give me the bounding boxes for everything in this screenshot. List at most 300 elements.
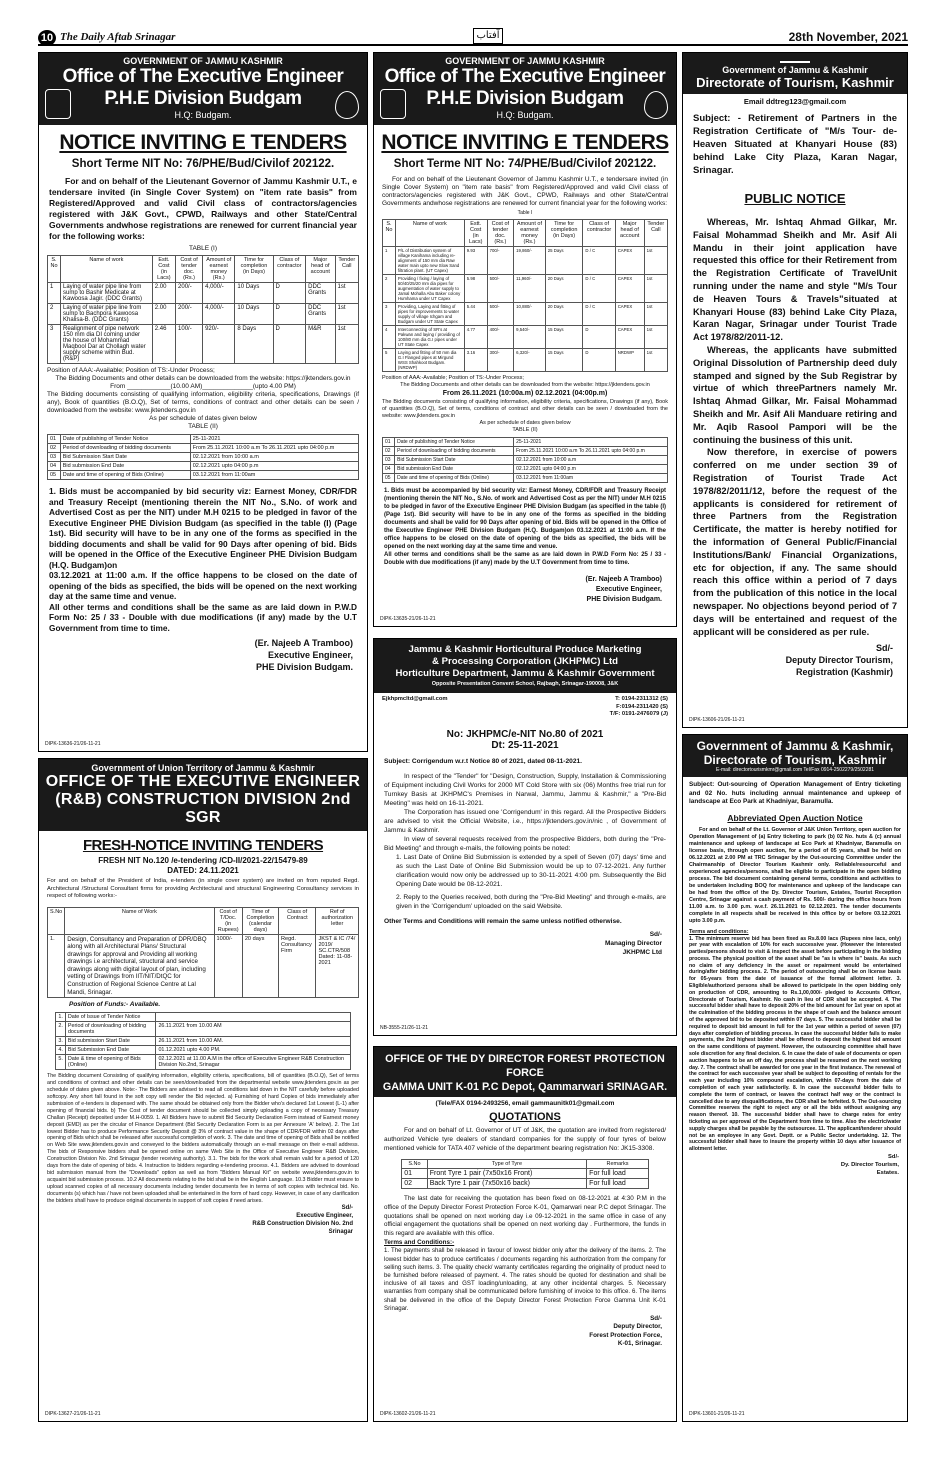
point-2: 2. Reply to the Queries received, both during the "Pre-Bid Meeting" and through e-mails, are given in the 'Corrigendum' uploaded on the said Website.: [396, 894, 666, 910]
table-cell: Date of Issue of Tender Notice: [65, 1013, 156, 1022]
table-cell: 26.11.2021 from 10.00 AM: [156, 1022, 350, 1037]
table-row: [383, 438, 668, 447]
table-cell: NRDWP: [615, 349, 644, 372]
notice-title: NOTICE INVITING E TENDERS: [381, 131, 669, 154]
table-cell: D: [273, 304, 306, 325]
funds-position: Position of Funds:- Available.: [69, 1001, 161, 1009]
cost-cell: 1000/-: [214, 934, 242, 998]
auth-cell: JKST & IC /74/ 2019/ SC.CTR/508 Dated: 11-08-2021: [316, 934, 359, 998]
fax-line: F:0194-2311420 (S): [616, 703, 668, 710]
table-cell: Bid Submission Start Date: [395, 456, 514, 465]
table-cell: 03: [383, 456, 395, 465]
column-header: S.No: [402, 1160, 428, 1169]
column-header: Cost of T/Doc. (in Rupees): [214, 907, 242, 934]
tyre-table: [401, 1159, 649, 1189]
ad-banner: [374, 53, 676, 125]
office-title: Office of The Executive Engineer: [384, 66, 666, 87]
table-cell: Period of downloading of bidding documents: [395, 447, 514, 456]
table-row: [383, 275, 668, 303]
signatory-office: Forest Protection Force,: [589, 1331, 662, 1339]
table-cell: 5.98: [464, 275, 487, 303]
clause-bid-security: 1. Bids must be accompanied by bid security viz: Earnest Money, CDR/FDR and Treasury Receipt (mentioning therein the NIT No., S.No. of work and Advertised Cost as per the NIT) under M.H 0215 to be pledged in favor of the Executive Engineer PHE Division Budgam (as specified in the table (I) (Page 1st). Bid security will have to be in any one of the forms as specified in the bidding documents and shall be valid for 90 Days after opening of bid. Bids will be opened in the Office of the Executive Engineer PHE Division Budgam (H.Q. Budgam)on 03.12.2021 at 11:00 a.m. If the office happens to be closed on the date of opening of the bids as specified, the bids will be opened on the next working day at the same time and venue.: [384, 488, 666, 550]
dipk-ref: DIPK-13636-21/26-11-21: [45, 741, 101, 747]
signatory-city: Srinagar: [328, 1229, 353, 1236]
schedule-table-title: TABLE (II): [188, 423, 218, 430]
masthead-logo: آفتاب: [473, 28, 503, 44]
schedule-table: [55, 1012, 350, 1070]
table-cell: Providing, Laying and fitting of pipes for improvements to water supply of village Ichgam and Budgam under UT State Capex: [395, 303, 464, 326]
subject-line: Subject: - Retirement of Partners in the Registration Certificate of "M/s Tour- de-Heaven Situated at Khanyari House (83) behind Lake City Plaza, Karan Nagar, Srinagar.: [693, 113, 897, 176]
table-cell: D / C: [583, 247, 615, 275]
issue-date: 28th November, 2021: [788, 30, 908, 44]
column-header: Class of Contract: [279, 907, 316, 934]
table-cell: 500/-: [487, 303, 514, 326]
sd-mark: Sd/-: [876, 643, 893, 654]
column-header: Time for completion (in Days): [235, 256, 273, 283]
sd-mark: Sd/-: [888, 1154, 899, 1160]
nit-date: Dt: 25-11-2021: [491, 740, 559, 751]
table-cell: 1st: [644, 247, 667, 275]
office-title: OFFICE OF THE EXECUTIVE ENGINEER: [45, 773, 361, 790]
govt-line: GOVERNMENT OF JAMMU KASHMIR: [123, 56, 283, 66]
signatory-office: PHE Division Budgam.: [586, 596, 662, 603]
table-cell: 1: [383, 247, 396, 275]
point-1: 1. Last Date of Online Bid Submission is extended by a spell of Seven (07) days' time and as such the Last Date of Online Bid Submission would be up to 07-12-2021. Any further clarification would now only be addressed up to 30-11-2021 4:00 pm. Subsequently the Bid Opening Date would be 08-12-2021.: [396, 854, 666, 888]
table-row: [56, 1013, 350, 1022]
conditions-list: 1. The payments shall be released in favour of lowest bidder only after the delivery of the items. 2. The lowest bidder has to produce certificates / documents regarding his authorization from the company for selling such items. 3. The quality check/ warranty certificates regarding the originality of product need to be furnished before released of payment. 4. The rates should be quoted for destination and shall be inclusive of all taxes and GST loading/unloading, at any other incidental charges. 5. Necessary warranties from company shall be communicated before furnishing of invoice to this office. 6. The items shall be delivered in the office of the Deputy Director Forest Protection Force Gamma Unit K-01 Srinagar.: [384, 1247, 666, 1312]
table-cell: 2: [383, 275, 396, 303]
paragraph-2: Whereas, the applicants have submitted Original Dissolution of Partnership deed duly stamped and signed by the Sub Registrar by virtue of which threePartners namely Mr. Ishtaq Ahmad Gilkar, Mr. Faisal Mohammad Sheikh and Mr. Asif Ali Manduare retiring and Mr. Aqib Rasool Pampori will be the continuing the business of this unit.: [693, 344, 897, 445]
table-cell: Front Tyre 1 pair (7x50x16 Front): [427, 1169, 586, 1179]
page-number: 10: [38, 30, 56, 46]
ad-jkhpmc-corrigendum: [373, 638, 677, 1036]
column-header: Estt. Cost (in Lacs): [464, 220, 487, 247]
bid-docs-line: The Bidding Documents and other details can be downloaded from the website: https://jktenders.gov.in: [55, 375, 351, 382]
unit-title: GAMMA UNIT K-01 P.C Depot, Qammarwari SRINAGAR.: [382, 1081, 668, 1093]
intro-paragraph: For and on behalf of the Lieutenant Governor of Jammu Kashmir U.T., e tendersare invited (in Single Cover System) on "item rate basis" from Registered/Approved and valid Civil class of contractors/agencies registered with J&K Govt., CPWD, Railways and other State/Central Governments andwhose registrations are renewed for current financial year for the following works:: [382, 176, 668, 207]
from-to-line: From 26.11.2021 (10:00a.m) 02.12.2021 (04:00p.m): [442, 390, 608, 397]
table-cell: DDC Grants: [306, 304, 335, 325]
table-cell: 3: [383, 303, 396, 326]
email-line: Ejkhpmcltd@gmail.com: [382, 696, 448, 702]
ad-forest-protection-quotations: [373, 1046, 677, 1422]
table-cell: 02.12.2021 at 11.00 A.M in the office of Executive Engineer R&B Construction Division No.2nd, Srinagar: [156, 1055, 350, 1070]
govt-emblem-icon: [380, 89, 406, 119]
table-cell: 04: [383, 465, 395, 474]
column-header: Type of Tyre: [427, 1160, 586, 1169]
table-cell: 9,540/-: [514, 326, 546, 349]
signatory-title: Deputy Director,: [613, 1323, 662, 1331]
table-cell: Bid Submission Start Date: [60, 453, 190, 462]
conditions-list: 1. The minimum reserve bid has been fixed as Rs.8.00 lacs (Rupees nine lacs, only) per year with escalation of 10% for each successive year. (However the interested parties/persons should to visit & inspect the asset before participating in the bidding process. The physical position of the asset shall be "as is where is" basis. As such no claim of any deficiency in the asset or repairment would be entertained during/after bidding process. 2. The period of outsourcing shall be on license basis for 05-years from the date of issuance of the formal allotment letter. 3. Eligible/authorized persons shall be allowed to participate in the open bidding only on production of CDR, amounting to Rs.1,00,000/- pledged to Accounts Officer, Directorate of Tourism, Kashmir. No cash in lieu of CDR shall be accepted. 4. The successful bidder shall have to deposit 20% of the bid amount for 1st year on spot at the culmination of the bidding process in the shape of cash and the balance amount of the approved bid to be deposited within 07 days. 5. The successful bidder shall be required to deposit bid amount in full for the 1st year within a period of seven (07) days after completion of bidding process. In case the successful bidder fails to make payments, the 2nd highest bidder shall be offered to deposit the highest bid amount on the same conditions of payment. However, the outsourcing committee shall have sole discretion for any final decision. 6. In case the date of sale of documents or open auction happens to be an off day, the process shall be resumed on the next working day. 7. The contract shall be awarded for one year in the first instance. The renewal of the contract for each successive year shall be subject to depositing of rentals for the each year including 10% compound escalation, within 07-days from the date of completion of each year satisfactorily. 8. In case the successful bidder fails to complete the term of contract, or leaves the contract half way or the contract is cancelled due to any disqualifications, the CDR shall be forfeited. 9. The Out-sourcing Committee reserves the right to reject any or all the bids without assigning any reason thereof. 10. The successful bidder shall have to charge rates for entry ticketing as per approval of the Department from time to time. Also the electric/water supply charges shall be payable by the outsourcee. 11. The applicant/tenderer should not be an employee in any Govt. Deptt. or a Public Sector undertaking. 12. The successful bidder shall have to insure the property within 10 days after issuance of allotment letter.: [689, 935, 901, 1153]
table-cell: 01: [383, 438, 395, 447]
table-cell: 1st: [644, 303, 667, 326]
table-cell: 02: [402, 1179, 428, 1189]
nit-number: Short Terme NIT No: 74/PHE/Bud/Civilof 202122.: [393, 158, 657, 170]
table-cell: 02.12.2021 from 10:00 a.m: [514, 456, 668, 465]
table-cell: 4.: [56, 1046, 66, 1055]
table-cell: 3.: [56, 1037, 66, 1046]
table-cell: Date of publishing of Tender Notice: [60, 435, 190, 444]
contact-line: (Tele/FAX 0194-2493256, email gammaunitk01@gmail.com: [435, 1100, 615, 1107]
table-cell: 4,000/-: [203, 283, 235, 304]
notice-title: Abbreviated Open Auction Notice: [727, 812, 863, 823]
column-header: Time for completion (in Days): [545, 220, 583, 247]
org-line-3: Horticulture Department, Jammu & Kashmir Government: [395, 668, 655, 679]
table-row: [383, 456, 668, 465]
dipk-ref: DIPK-13635-21/26-11-21: [380, 616, 436, 622]
ad-tourism-public-notice: [682, 52, 908, 728]
address-line: Opposite Presentation Convent School, Rajbagh, Srinagar-190008, J&K: [431, 681, 619, 687]
table-cell: For full load: [587, 1179, 649, 1189]
org-line-2: & Processing Corporation (JKHPMC) Ltd: [431, 656, 619, 667]
table-cell: Date and time of opening of Bids (Online): [60, 471, 190, 480]
table-cell: D: [273, 283, 306, 304]
table-row: [56, 1022, 350, 1037]
table-cell: DDC Grants: [306, 283, 335, 304]
auction-paragraph: For and on behalf of the Lt. Governor of J&K Union Territory, open auction for Operation Management of (a) Entry ticketing to park (b) 02 No. huts & (c) annual maintenance and upkeep of landscape at Eco Park at Khadniyar, Baramulla on license basis, through open auction, for a period of 05 years, shall be held on 06.12.2021 at 2.00 PM at TRC Srinagar by the Out-sourcing Committee under the Chairmanship of Director Tourism Kashmir only. Reliable/resourceful and experienced agencies/persons, shall be eligible to participate in the open bidding process. The bid document containing general terms, conditions and activities to be undertaken including BOQ for maintenance and upkeep of the landscape can be had from the office of the Dy. Director Tourism, Estates, Tourist Reception Centre, Srinagar against a cash payment of Rs. 500/- during the office hours from 11.00 a.m. to 3.00 p.m. w.e.f. 26.11.2021 to 02.12.2021. The tender documents complete in all respects shall be received in this office by or before 03.12.2021 upto 3.00 p.m.: [689, 826, 901, 924]
nit-date: DATED: 24.11.2021: [167, 866, 239, 875]
table-cell: 15 Days: [545, 349, 583, 372]
table-cell: 19,860/-: [514, 247, 546, 275]
table-cell: 1st: [335, 283, 359, 304]
schedule-table: [382, 437, 668, 483]
table-cell: 4,000/-: [203, 304, 235, 325]
signatory-title: Executive Engineer,: [267, 650, 353, 660]
column-header: Amount of earnest money (Rs.): [514, 220, 546, 247]
table-cell: 10 Days: [235, 283, 273, 304]
table-cell: 01: [402, 1169, 428, 1179]
dipk-ref: DIPK-13627-21/26-11-21: [45, 1411, 101, 1417]
table-cell: 4: [383, 326, 396, 349]
table-cell: Bid submission End Date: [395, 465, 514, 474]
table-cell: 920/-: [203, 325, 235, 364]
works-table: [382, 219, 668, 372]
table-cell: 03.12.2021 from 11:00am: [190, 471, 358, 480]
intro-paragraph: For and on behalf of the Lieutenant Governor of Jammu Kashmir U.T., e tendersare invited (in Single Cover System) on "item rate basis" from Registered/Approved and valid Civil class of contractors/agencies registered with J&K Govt., CPWD, Railways and other State/Central Governments andwhose registrations are renewed for current financial year for the following works:: [49, 176, 357, 241]
table-header-row: [48, 256, 359, 283]
table-cell: CAPEX: [615, 247, 644, 275]
signatory-city: K-01, Srinagar.: [617, 1340, 662, 1348]
from-to-line: From ____________(10.00 AM)______________(upto 4.00 PM): [110, 383, 296, 390]
table-cell: 05: [48, 471, 61, 480]
signatory-office: Estates.: [876, 1170, 899, 1176]
table-row: [383, 326, 668, 349]
class-cell: Regd. Consultancy Firm: [279, 934, 316, 998]
contact-block: [374, 693, 676, 725]
table-cell: 200/-: [176, 304, 203, 325]
table-cell: 200/-: [176, 283, 203, 304]
fax-line-2: T/F: 0191-2476079 (J): [609, 711, 668, 717]
table-cell: 25 Days: [545, 247, 583, 275]
table-cell: Date and time of opening of Bids (Online): [395, 474, 514, 483]
notice-title: FRESH-NOTICE INVITING TENDERS: [82, 837, 324, 854]
column-header: Name of Work: [65, 907, 214, 934]
table-cell: 02.12.2021 upto 04:00 p.m: [190, 462, 358, 471]
column-header: Time of Completion (calendar days): [242, 907, 278, 934]
table-row: [383, 247, 668, 275]
ad-banner: [374, 1047, 676, 1097]
ad-banner: [683, 53, 907, 94]
table-cell: 03: [48, 453, 61, 462]
division-title: (R&B) CONSTRUCTION DIVISION 2nd SGR: [55, 791, 351, 826]
water-drop-icon: [644, 91, 668, 119]
column-header: Class of contractor: [273, 256, 306, 283]
org-line-1: Jammu & Kashmir Horticultural Produce Marketing: [408, 644, 642, 655]
signatory-title: Deputy Director Tourism,: [785, 655, 893, 666]
ad-tourism-auction: [682, 734, 908, 1422]
dipk-ref: DIPK-13606-21/26-11-21: [689, 717, 745, 723]
signatory-title: Executive Engineer,: [296, 1213, 353, 1220]
table-cell: Bid Submission End Date: [65, 1046, 156, 1055]
contact-line: E-mail: directortourismkmr@gmail.com Tel/Fax 0914-2502279/2502281: [715, 767, 875, 773]
table-row: [48, 471, 359, 480]
bid-docs-line: The Bidding Documents and other details can be downloaded from the website: https://jktenders.gov.in: [400, 382, 650, 388]
table-cell: CAPEX: [615, 326, 644, 349]
table-header-row: [402, 1160, 649, 1169]
table-cell: 1st: [644, 275, 667, 303]
column-header: Ref of authorization letter: [316, 907, 359, 934]
table-cell: 25-11-2021: [190, 435, 358, 444]
funds-position: Position of AAA:-Available; Position of TS:-Under Process;: [47, 367, 215, 374]
column-header: Major head of account: [615, 220, 644, 247]
clause-terms: All other terms and conditions shall be the same as are laid down in P.W.D Form No: 25 / 33 - Double with due modifications (if any) made by the U.T Government from time to time.: [384, 552, 666, 566]
table-cell: CAPEX: [615, 275, 644, 303]
table-cell: 5: [383, 349, 396, 372]
table-cell: 8 Days: [235, 325, 273, 364]
table-row: [48, 304, 359, 325]
work-description: Design, Consultancy and Preparation of DPR/DBQ along with all Architectural Plans/ Structural drawings for approval and Providing all working drawings i.e architectural, structural and service drawings along with digital layout of plan, including vetting of Drawings from IIT/NIT/DtQC for Construction of Regional Science Centre at Lal Mandi, Srinagar.: [65, 934, 214, 998]
intro-paragraph: For and on behalf of Lt. Governor of UT of J&K, the quotation are invited from registered/ authorized Vehicle tyre dealers of standard companies for the supply of four tyres of below mentioned vehicle for TATA 407 vehicle of the department bearing registration No: JK15-3308.: [384, 1127, 666, 1152]
bidding-docs-note: The Bidding documents consisting of qualifying information, eligibility criteria, specifications, Drawings (if any), Book of quantities (B.O.Q), Set of terms, conditions of contract and other details can be seen / downloaded from the website: www.jktenders.gov.in: [47, 391, 359, 414]
table-cell: D: [583, 326, 615, 349]
table-cell: [156, 1013, 350, 1022]
table-cell: 15 Days: [545, 326, 583, 349]
table-cell: D: [273, 325, 306, 364]
funds-position: Position of AAA:-Available; Position of TS:-Under Process;: [382, 375, 524, 381]
water-drop-icon: [335, 91, 359, 119]
table-cell: 01: [48, 435, 61, 444]
table-cell: 02: [48, 444, 61, 453]
table-cell: 1st: [335, 325, 359, 364]
table-row: [48, 283, 359, 304]
notice-title: NOTICE INVITING E TENDERS: [59, 131, 347, 154]
dipk-ref: DIPK-13601-21/26-11-21: [689, 1411, 745, 1417]
table-cell: 02.12.2021 from 10:00 a.m: [190, 453, 358, 462]
intro-paragraph: For and on behalf of the President of India, e-tenders (in single cover system) are invited on from reputed Regd. Architectural /Structural Consultant firms for providing Architectural and structural Engineering Consultancy services in respect of following works:-: [47, 878, 359, 899]
table-row: [48, 325, 359, 364]
table-cell: M&R: [306, 325, 335, 364]
table-cell: 03.12.2021 from 11:00am: [514, 474, 668, 483]
column-header: Name of work: [395, 220, 464, 247]
table-cell: From 25.11.2021 10:00 a.m To 26.11.2021 upto 04:00 p.m: [514, 447, 668, 456]
signatory-title: Executive Engineer,: [595, 586, 662, 593]
signatory-office: PHE Division Budgam.: [255, 662, 353, 672]
ad-banner: [683, 735, 907, 777]
table-cell: 1: [48, 283, 61, 304]
schedule-table: [47, 434, 359, 480]
division-title: P.H.E Division Budgam: [426, 88, 624, 109]
table-title: TABLE (I): [188, 245, 218, 252]
table-row: [383, 303, 668, 326]
paragraph-1: Whereas, Mr. Ishtaq Ahmad Gilkar, Mr. Faisal Mohammad Sheikh and Mr. Asif Ali Mandu in their joint application have requested this office for their Retirement from the Registration Certificate of TravelUnit running under the name and style "M/s Tour de Heaven Tours & Travels"situated at Khanyari House (83) behind Lake City Plaza, Karan Nagar, Srinagar under Tourist Trade Act 1978/82/2011-12.: [693, 217, 897, 343]
column-header: S. No: [48, 256, 61, 283]
table-cell: 5.44: [464, 303, 487, 326]
column-header: Class of contractor: [583, 220, 615, 247]
table-cell: 11,960/-: [514, 275, 546, 303]
table-row: [48, 453, 359, 462]
paragraph-3: Now therefore, in exercise of powers conferred on me under section 39 of Registration of Tourist Trade Act 1978/82/2011/12, before the request of the applicants is considered for retirement of three Partners from the Registration Certificate, the matter is hereby notified for the information of General Public/Financial Institutions/Bank/ Financial Organizations, etc for objection, if any. The same should reach this office within a period of 7 days from the publication of this notice in the local newspaper. No objections beyond period of 7 days will be entertained and request of the applicant will be considered as per rule.: [693, 447, 897, 637]
column-header: Tender Call: [644, 220, 667, 247]
signatory-office: R&B Construction Division No. 2nd: [252, 1221, 353, 1228]
govt-line: Government of Union Territory of Jammu & Kashmir: [91, 763, 315, 773]
table-cell: 05: [383, 474, 395, 483]
department-title: Directorate of Tourism, Kashmir: [703, 753, 887, 767]
works-table: [47, 255, 359, 364]
table-row: [383, 447, 668, 456]
schedule-title: As per schedule of dates given below: [479, 420, 571, 426]
table-cell: 300/-: [487, 349, 514, 372]
table-row: [402, 1179, 649, 1189]
paragraph-3: In view of several requests received from the prospective Bidders, both during the "Pre-Bid Meeting" and through e-mails, the following points be noted:: [384, 836, 666, 852]
table-cell: 02.12.2021 upto 04:00 p.m: [514, 465, 668, 474]
division-title: P.H.E Division Budgam: [104, 88, 302, 109]
table-cell: Interconnecting of SR's at Pakwan and laying / providing of 100/80 mm dia G.I pipes under UT State Capex: [395, 326, 464, 349]
dipk-ref: NB-3555-21/26-11-21: [380, 1025, 428, 1031]
clause-opening: 03.12.2021 at 11:00 a.m. If the office happens to be closed on the date of opening of the bids as specified, the bids will be opened on the next working day at the same time and venue.: [49, 570, 357, 601]
table-cell: 2.00: [152, 304, 175, 325]
quotations-heading: QUOTATIONS: [489, 1111, 561, 1123]
office-title: OFFICE OF THE DY DIRECTOR FOREST PROTECTION FORCE: [385, 1053, 665, 1079]
table-cell: 3: [48, 325, 61, 364]
table-cell: D / C: [583, 303, 615, 326]
table-row: [56, 1055, 350, 1070]
ad-phe-nit-74: [373, 52, 677, 627]
govt-line: GOVERNMENT OF JAMMU KASHMIR: [445, 56, 605, 66]
table-row: [56, 1037, 350, 1046]
table-title: Table I: [517, 210, 533, 216]
email-line: Email ddtreg123@gmail.com: [743, 97, 847, 106]
column-header: Cost of tender doc. (Rs.): [176, 256, 203, 283]
signatory-office: JKHPMC Ltd: [622, 949, 662, 956]
govt-emblem-icon: [780, 57, 810, 63]
table-cell: 3.16: [464, 349, 487, 372]
table-cell: 700/-: [487, 247, 514, 275]
table-cell: 26.11.2021 from 10.00 AM.: [156, 1037, 350, 1046]
table-cell: Realignment of pipe network 150 mm dia DI coming under the house of Mohammad Maqbool Dar at Chollagh water supply scheme within Bud. (R&P): [61, 325, 153, 364]
table-cell: 400/-: [487, 326, 514, 349]
hq-line: H.Q: Budgam.: [496, 110, 554, 120]
newspaper-name: The Daily Aftab Srinagar: [60, 31, 176, 43]
table-row: [383, 474, 668, 483]
table-row: [383, 349, 668, 372]
table-header-row: [383, 220, 668, 247]
govt-line: Government of Jammu & Kashmir,: [696, 739, 894, 753]
table-cell: Laying of water pipe line from sump to Bachpora Kawoosa Khalisa-B. (DDC Grants): [61, 304, 153, 325]
column-header: Name of work: [61, 256, 153, 283]
department-title: Directorate of Tourism, Kashmir: [696, 75, 894, 90]
table-cell: 1st: [644, 349, 667, 372]
signatory-name: (Er. Najeeb A Tramboo): [585, 576, 662, 583]
table-cell: 04: [48, 462, 61, 471]
table-cell: Period of downloading of bidding documents: [60, 444, 190, 453]
ad-banner: [39, 53, 367, 125]
deadline-paragraph: The last date for receiving the quotation has been fixed on 08-12-2021 at 4:30 P.M in the office of the Deputy Director Forest Protection Force K-01, Qamarwari near P.C depot Srinagar. The quotations shall be opened on next working day i.e 09-12-2021 in the same office in case of any official engagement the quotations shall be opened on next working day . Furthermore, the funds in this regard are available with this office.: [384, 1195, 666, 1237]
table-cell: 10,880/-: [514, 303, 546, 326]
office-title: Office of The Executive Engineer: [62, 66, 344, 87]
ad-phe-nit-76: [38, 52, 368, 752]
tel-line: T: 0194-2311312 (S): [615, 696, 668, 702]
table-cell: 2.: [56, 1022, 66, 1037]
table-cell: Bid submission Start Date: [65, 1037, 156, 1046]
column-header: Cost of tender doc. (Rs.): [487, 220, 514, 247]
clause-terms: All other terms and conditions shall be the same as are laid down in P.W.D Form No: 25 / 33 - Double with due modifications (if any) made by the U.T Government from time to time.: [49, 601, 357, 633]
column-header: Estt. Cost (in Lacs): [152, 256, 175, 283]
conditions-title: Terms and Conditions:-: [384, 1239, 455, 1247]
table-cell: Back Tyre 1 pair (7x50x16 back): [427, 1179, 586, 1189]
sno: 1.: [48, 934, 65, 998]
signatory-name: (Er. Najeeb A Tramboo): [254, 638, 353, 648]
nit-number: Short Terme NIT No: 76/PHE/Bud/Civilof 202122.: [71, 158, 335, 170]
table-cell: Bid submission End Date: [60, 462, 190, 471]
table-cell: 1.: [56, 1013, 66, 1022]
table-cell: Providing / fixing / laying of 50/40/25/20 mm dia pipes for augmentation of water supply to Jamal Mohalla Abu Baker colony Humhama under UT Capex: [395, 275, 464, 303]
table-row: [48, 462, 359, 471]
schedule-table-title: TABLE (II): [512, 427, 538, 433]
govt-line: Government of Jammu & Kashmir: [722, 65, 868, 75]
ad-banner: [374, 639, 676, 693]
table-cell: 01.12.2021 upto 4.00 PM.: [156, 1046, 350, 1055]
table-cell: Date & time of opening of Bids (Online): [65, 1055, 156, 1070]
table-cell: 1st: [644, 326, 667, 349]
table-row: [56, 1046, 350, 1055]
signatory-office: Registration (Kashmir): [795, 667, 893, 678]
sd-mark: Sd/-: [649, 931, 662, 938]
table-cell: 10 Days: [235, 304, 273, 325]
subject-line: Subject: Out-sourcing of Operation Management of Entry ticketing and 02 No. huts including annual maintenance and upkeep of landscape at Eco Park at Khadniyar, Baramulla.: [689, 781, 901, 805]
table-cell: 02: [383, 447, 395, 456]
table-row: [48, 435, 359, 444]
days-cell: 20 days: [242, 934, 278, 998]
table-cell: Laying of water pipe line from sump to Bashir Medicate at Kawoosa Jagir. (DDC Grants): [61, 283, 153, 304]
column-header: Remarks: [587, 1160, 649, 1169]
paragraph-1: In respect of the "Tender" for "Design, Construction, Supply, Installation & Commissioning of Equipment including Civil Works for 2000 MT Cold Store with six (06) Months free trial run for Turnkey Basis at JKHPMC's Premises in Narwal, Jammu, Jammu & Kashmir," a "Pre-Bid Meeting" was held on 16-11-2021.: [384, 773, 666, 807]
govt-emblem-icon: [45, 89, 71, 119]
table-cell: Date of publishing of Tender Notice: [395, 438, 514, 447]
table-cell: 2: [48, 304, 61, 325]
table-cell: 6,320/-: [514, 349, 546, 372]
bidding-docs-note: The Bidding documents consisting of qualifying information, eligibility criteria, specifications, Drawings (if any), Book of quantities (B.O.Q), Set of terms, conditions of contract and other details can be seen / downloaded from the website: www.jktenders.gov.in: [382, 399, 668, 419]
table-cell: 1st: [335, 304, 359, 325]
subject-line: Subject: Corrigendum w.r.t Notice 80 of 2021, dated 08-11-2021.: [384, 758, 582, 765]
table-cell: 25-11-2021: [514, 438, 668, 447]
table-row: [383, 465, 668, 474]
table-cell: P/L of Distribution system of village Kanihama including re-alignment of 150 mm dia Raw water main upto new Slow Sand filtration plant. (UT Capex): [395, 247, 464, 275]
hq-line: H.Q: Budgam.: [174, 110, 232, 120]
table-cell: 2.00: [152, 283, 175, 304]
table-cell: 4.77: [464, 326, 487, 349]
terms-text: The Bidding document Consisting of qualifying information, eligibility criteria, specifications, bill of quantities (B.O.Q), Set of terms and conditions of contract and other details can be seen/downloaded from the departmental website www.jktenders.gov.in as per schedule of dates given above. Note:- The Bidders are advised to read all conditions laid down in the NIT carefully before uploaded softcopy. Any short fall found in the soft copy will render the Bid rejected. a) Furnishing of hard Copies of bids immediately after submission of e-tenders is dispensed with. The same should be obtained only from the Bidder who's declared 1st Lowest (L-1) after opening of financial bids. b) The Cost of tender document should be collected simply uploading a copy of necessary Treasury Challan (Receipt) deposited under M.H-0059. 1. All Bidders have to submit Bid Security Declaration Form instead of Earnest money deposit (EMD) as per the circular of Finance Department (Bid Security Declaration Form is as per Annexure 'A' below). 2. The 1st lowest Bidder has to produce Performance Security Deposit @ 3% of contract value in the shape of CDR/FDR within 02 days after opening of Bids which shall be released after successful completion of work. 3. The date and time of opening of Bids shall be notified on Web Site www.jktenders.gov.in and conveyed to the bidders automatically through an e-mail message on their e-mail address. The bids of Responsive bidders shall be opened online on same Web Site in the Office of Executive Engineer R&B Division, Construction Division No. 2nd Srinagar (tender receiving authority). 3.1. The bids for the work shall remain valid for a period of 120 days from the date of opening of bids. 4. Instruction to bidders regarding e-tendering process. 4.1. Bidders are advised to download bid submission manual from the "Downloads" option as well as from "Bidders Manual Kit" on website www.jktenders.gov.in to acquaint bid submission process. 10.2 All documents relating to the bid shall be in the English Language. 10.3 Bidder must ensure to upload scanned copies of all necessary documents including tender documents fee in terms of soft copies with technical bid. No. documents (s) which has / have not been uploaded shall be entertained in the form of hard copy. However, in case of any clarification the bidders shall have to produce original documents in support of soft copies if need arises.: [47, 1073, 359, 1204]
table-cell: D / C: [583, 275, 615, 303]
table-header-row: [48, 907, 359, 934]
table-cell: 9.93: [464, 247, 487, 275]
ad-banner: [39, 759, 367, 831]
table-cell: 100/-: [176, 325, 203, 364]
page-header: [38, 30, 908, 46]
table-cell: 5.: [56, 1055, 66, 1070]
table-row: [402, 1169, 649, 1179]
table-cell: Laying and fitting of 50 mm dia G.I Flanged pipes at Mirgund WSS Shahkoot Budgam. (NRDWP): [395, 349, 464, 372]
